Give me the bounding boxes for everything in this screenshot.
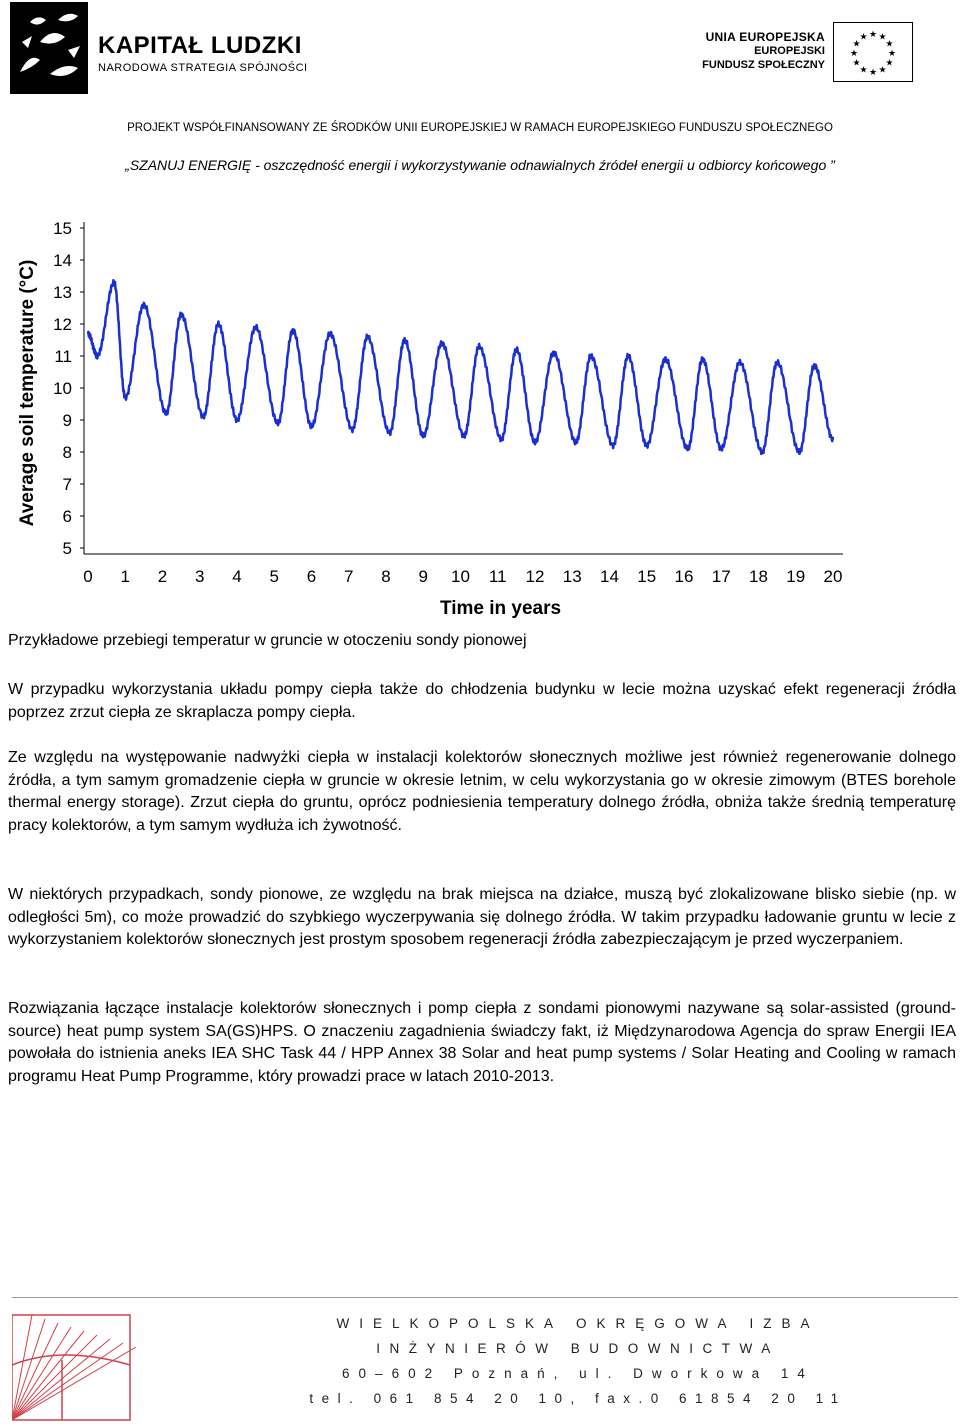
data-point xyxy=(590,355,592,357)
y-tick-label: 8 xyxy=(62,443,72,462)
soil-temperature-chart xyxy=(0,210,860,625)
data-point xyxy=(165,413,167,415)
data-point xyxy=(218,323,220,325)
y-tick-label: 10 xyxy=(53,379,72,398)
x-tick-label: 2 xyxy=(157,567,168,586)
y-tick-label: 12 xyxy=(53,315,72,334)
data-point xyxy=(236,419,238,421)
x-tick-label: 5 xyxy=(269,567,279,586)
project-line: PROJEKT WSPÓŁFINANSOWANY ZE ŚRODKÓW UNII EUROPEJSKIEJ W RAMACH EUROPEJSKIEGO FUNDUSZU SPOŁECZNEGO xyxy=(127,122,833,134)
logo-frame xyxy=(12,1315,130,1420)
kapital-ludzki-subtitle: NARODOWA STRATEGIA SPÓJNOŚCI xyxy=(98,62,308,74)
eu-star-icon: ★ xyxy=(887,48,897,58)
eu-star-icon: ★ xyxy=(885,38,894,49)
woiib-logo xyxy=(12,1305,152,1423)
eu-star-icon: ★ xyxy=(878,31,887,42)
eu-line3: FUNDUSZ SPOŁECZNY xyxy=(702,59,825,71)
footer-address: 60–602 Poznań, ul. Dworkowa 14 xyxy=(342,1366,814,1381)
footer-contact: tel. 061 854 20 10, fax.0 61854 20 11 xyxy=(309,1391,847,1406)
x-tick-label: 15 xyxy=(637,567,657,586)
eu-star-icon: ★ xyxy=(885,57,894,68)
data-point xyxy=(87,333,89,335)
data-point xyxy=(97,355,99,357)
x-tick-label: 14 xyxy=(600,567,619,586)
chart-caption: Przykładowe przebiegi temperatur w gruncie w otoczeniu sondy pionowej xyxy=(8,632,527,649)
y-tick-label: 5 xyxy=(62,539,72,558)
data-point xyxy=(612,445,614,447)
eu-star-icon: ★ xyxy=(868,29,878,39)
y-tick-label: 15 xyxy=(53,219,72,238)
data-point xyxy=(255,326,257,328)
data-point xyxy=(501,438,503,440)
data-point xyxy=(352,429,354,431)
eu-star-icon: ★ xyxy=(852,38,861,49)
data-point xyxy=(553,352,555,354)
x-tick-label: 17 xyxy=(711,567,731,586)
data-point xyxy=(478,346,480,348)
x-tick-label: 0 xyxy=(83,567,93,586)
data-point xyxy=(422,435,424,437)
x-tick-label: 20 xyxy=(823,567,843,586)
x-axis-title: Time in years xyxy=(439,598,562,619)
data-point xyxy=(832,438,834,440)
eu-logo xyxy=(702,22,953,82)
data-point xyxy=(627,355,629,357)
y-tick-label: 13 xyxy=(53,283,72,302)
x-tick-label: 8 xyxy=(381,567,391,586)
eu-line1: UNIA EUROPEJSKA xyxy=(705,30,825,44)
data-point xyxy=(799,451,801,453)
data-point xyxy=(180,314,182,316)
eu-star-icon: ★ xyxy=(849,48,859,58)
x-tick-label: 19 xyxy=(786,567,806,586)
x-tick-label: 6 xyxy=(306,567,317,586)
x-tick-label: 13 xyxy=(562,567,582,586)
eu-flag-icon xyxy=(833,22,913,82)
data-point xyxy=(113,282,115,284)
data-point xyxy=(665,358,667,360)
paragraph-2: Ze względu na występowanie nadwyżki ciepła w instalacji kolektorów słonecznych możliwe jest również regenerowanie dolnego źródła, a tym samym gromadzenie ciepła w gruncie w okresie letnim, w celu wykorzystania go w okresie zimowym (BTES borehole thermal energy storage). Zrzut ciepła do gruntu, oprócz podniesienia temperatury dolnego źródła, obniża także średnią temperaturę pracy kolektorów, a tym samym wydłuża ich żywotność. xyxy=(8,749,956,834)
x-tick-label: 3 xyxy=(195,567,205,586)
footer-org-line1: WIELKOPOLSKA OKRĘGOWA IZBA xyxy=(336,1316,820,1331)
y-tick-label: 7 xyxy=(62,475,72,494)
y-tick-label: 9 xyxy=(62,411,72,430)
kapital-ludzki-title: KAPITAŁ LUDZKI xyxy=(98,32,302,59)
data-point xyxy=(143,304,145,306)
data-point xyxy=(367,336,369,338)
paragraph-1: W przypadku wykorzystania układu pompy ciepła także do chłodzenia budynku w lecie można uzyskać efekt regeneracji źródła poprzez zrzut ciepła ze skraplacza pompy ciepła. xyxy=(8,681,956,721)
x-tick-label: 16 xyxy=(674,567,694,586)
footer-org-line2: INŻYNIERÓW BUDOWNICTWA xyxy=(376,1341,780,1356)
data-point xyxy=(687,448,689,450)
data-point xyxy=(739,362,741,364)
document-title: „SZANUJ ENERGIĘ - oszczędność energii i wykorzystywanie odnawialnych źródeł energii u odbiorcy końcowego ” xyxy=(125,157,835,173)
data-point xyxy=(124,397,126,399)
data-point xyxy=(516,349,518,351)
data-point xyxy=(534,442,536,444)
x-tick-label: 1 xyxy=(120,567,130,586)
eu-star-icon: ★ xyxy=(852,57,861,68)
x-tick-label: 11 xyxy=(488,567,507,586)
data-point xyxy=(761,451,763,453)
x-tick-label: 18 xyxy=(749,567,768,586)
data-point xyxy=(441,342,443,344)
data-point xyxy=(646,445,648,447)
x-tick-label: 9 xyxy=(418,567,428,586)
data-point xyxy=(292,330,294,332)
series-line xyxy=(88,280,833,454)
kapital-ludzki-emblem xyxy=(10,2,88,94)
eu-logo-text xyxy=(702,30,825,72)
y-tick-label: 11 xyxy=(54,347,72,366)
data-point xyxy=(277,422,279,424)
data-point xyxy=(814,365,816,367)
data-point xyxy=(329,333,331,335)
paragraph-4: Rozwiązania łączące instalacje kolektorów słonecznych i pomp ciepła z sondami pionowymi nazywane są solar-assisted (ground-source) heat pump system SA(GS)HPS. O znaczeniu zagadnienia świadczy fakt, iż Międzynarodowa Agencja do spraw Energii IEA powołała do istnienia aneks IEA SHC Task 44 / HPP Annex 38 Solar and heat pump systems / Solar Heating and Cooling w ramach programu Heat Pump Programme, który prowadzi prace w latach 2010-2013. xyxy=(8,1000,956,1085)
x-tick-label: 12 xyxy=(525,567,545,586)
data-point xyxy=(463,435,465,437)
data-point xyxy=(389,432,391,434)
footer-divider xyxy=(12,1297,958,1298)
logo-line xyxy=(12,1339,110,1420)
data-point xyxy=(575,442,577,444)
data-point xyxy=(702,358,704,360)
y-axis-title: Average soil temperature (°C) xyxy=(17,259,38,527)
eu-star-icon: ★ xyxy=(859,31,868,42)
eu-star-icon: ★ xyxy=(868,67,878,77)
y-tick-label: 6 xyxy=(62,507,72,526)
kapital-ludzki-logo xyxy=(10,2,308,94)
logo-arc xyxy=(12,1355,130,1365)
x-tick-label: 10 xyxy=(451,567,470,586)
y-tick-label: 14 xyxy=(53,251,72,270)
eu-line2: EUROPEJSKI xyxy=(754,45,825,57)
x-tick-label: 4 xyxy=(232,567,242,586)
data-point xyxy=(776,362,778,364)
x-tick-label: 7 xyxy=(344,567,354,586)
data-point xyxy=(720,448,722,450)
paragraph-3: W niektórych przypadkach, sondy pionowe, ze względu na brak miejsca na działce, muszą być zlokalizowane blisko siebie (np. w odległości 5m), co może prowadzić do szybkiego wyczerpywania się dolnego źródła. W takim przypadku ładowanie gruntu w lecie z wykorzystaniem kolektorów słonecznych jest prostym sposobem regeneracji źródła zabezpieczającym je przed wyczerpaniem. xyxy=(8,886,956,948)
data-point xyxy=(404,339,406,341)
eu-star-icon: ★ xyxy=(859,64,868,75)
data-point xyxy=(203,416,205,418)
eu-star-icon: ★ xyxy=(878,64,887,75)
data-point xyxy=(311,426,313,428)
